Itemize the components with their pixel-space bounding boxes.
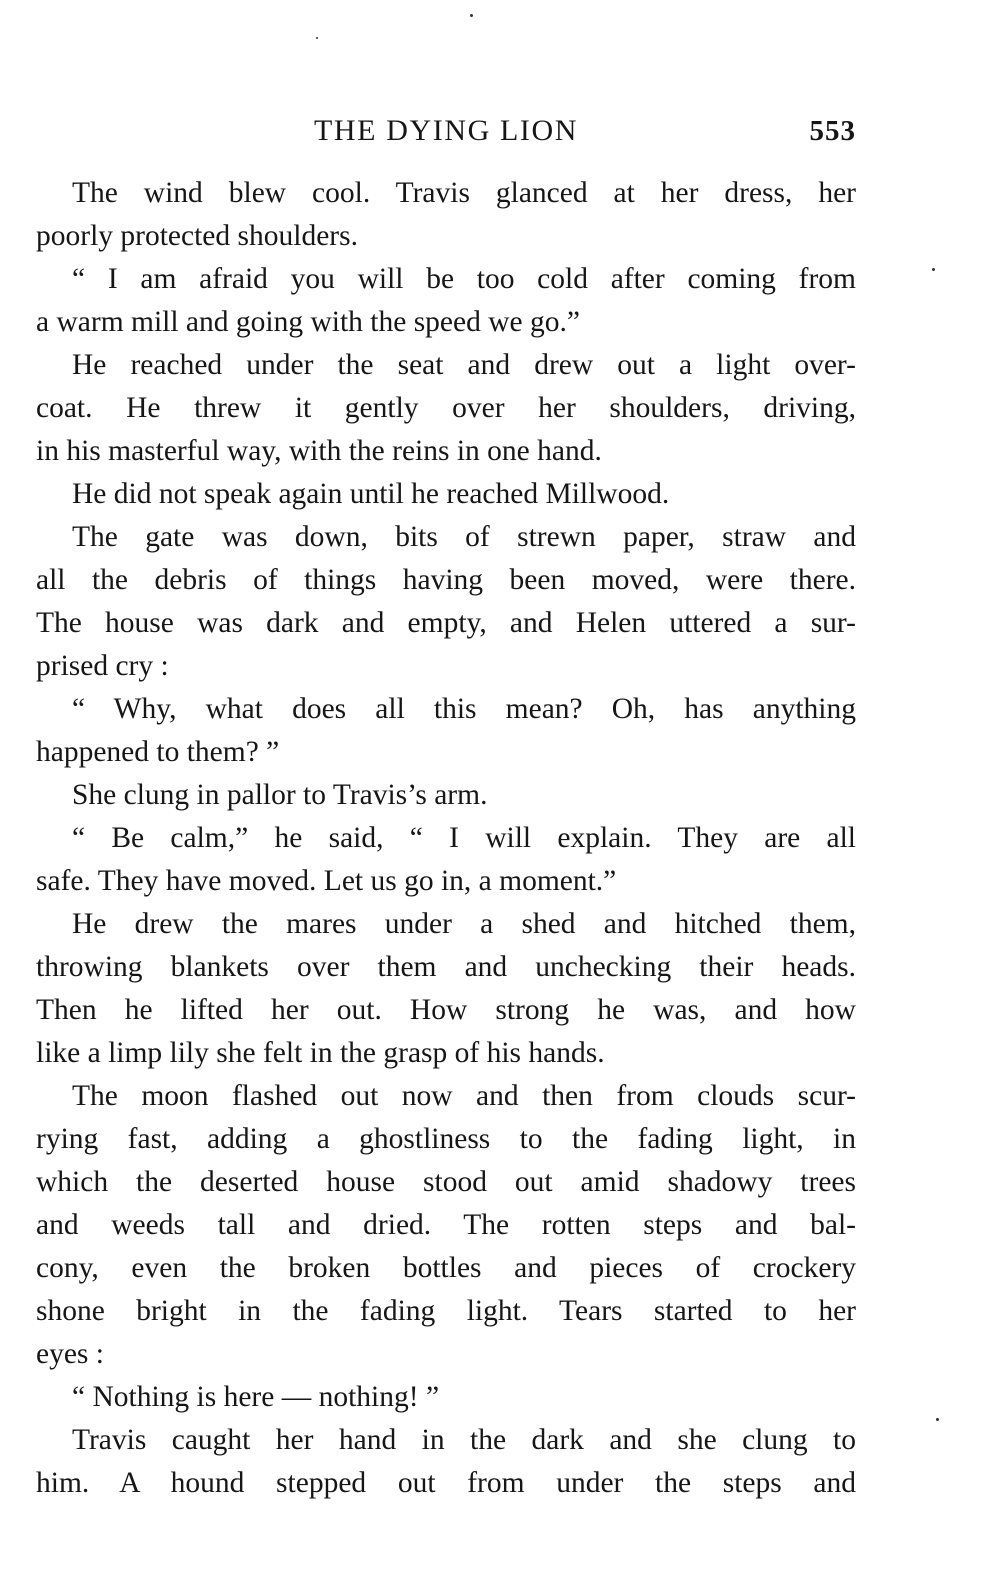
text-line: happened to them? ” — [36, 736, 280, 768]
page-number: 553 — [809, 115, 856, 147]
text-line: and weeds tall and dried. The rotten steps and bal- — [36, 1209, 856, 1241]
text-line: like a limp lily she felt in the grasp of his hands. — [36, 1037, 605, 1069]
text-line: The moon flashed out now and then from clouds scur- — [72, 1080, 856, 1112]
text-line: which the deserted house stood out amid shadowy trees — [36, 1166, 856, 1198]
text-line: eyes : — [36, 1338, 104, 1370]
text-line: “ I am afraid you will be too cold after coming from — [72, 263, 856, 295]
text-line: He did not speak again until he reached Millwood. — [72, 478, 670, 510]
text-line: The gate was down, bits of strewn paper, straw and — [72, 521, 856, 553]
text-line: “ Why, what does all this mean? Oh, has anything — [72, 693, 856, 725]
text-line: prised cry : — [36, 650, 169, 682]
text-line: him. A hound stepped out from under the steps and — [36, 1467, 856, 1499]
text-line: in his masterful way, with the reins in one hand. — [36, 435, 602, 467]
text-line: She clung in pallor to Travis’s arm. — [72, 779, 488, 811]
text-line: a warm mill and going with the speed we go.” — [36, 306, 580, 338]
body-text — [36, 172, 856, 1505]
text-line: coat. He threw it gently over her shoulders, driving, — [36, 392, 856, 424]
text-line: poorly protected shoulders. — [36, 220, 358, 252]
text-line: throwing blankets over them and unchecking their heads. — [36, 951, 856, 983]
text-line: He reached under the seat and drew out a light over- — [72, 349, 856, 381]
print-speck — [936, 1418, 939, 1421]
text-line: The house was dark and empty, and Helen uttered a sur- — [36, 607, 856, 639]
print-speck — [470, 14, 473, 17]
text-line: He drew the mares under a shed and hitched them, — [72, 908, 856, 940]
text-line: The wind blew cool. Travis glanced at her dress, her — [72, 177, 856, 209]
text-line: rying fast, adding a ghostliness to the fading light, in — [36, 1123, 856, 1155]
page-header — [36, 106, 856, 156]
text-line: shone bright in the fading light. Tears started to her — [36, 1295, 856, 1327]
text-line: “ Nothing is here — nothing! ” — [72, 1381, 440, 1413]
running-title: THE DYING LION — [313, 114, 578, 147]
text-line: “ Be calm,” he said, “ I will explain. They are all — [72, 822, 856, 854]
text-line: all the debris of things having been moved, were there. — [36, 564, 856, 596]
text-line: Then he lifted her out. How strong he was, and how — [36, 994, 856, 1026]
text-line: Travis caught her hand in the dark and she clung to — [72, 1424, 856, 1456]
print-speck — [316, 37, 318, 39]
text-line: cony, even the broken bottles and pieces of crockery — [36, 1252, 856, 1284]
text-line: safe. They have moved. Let us go in, a moment.” — [36, 865, 617, 897]
print-speck — [932, 268, 935, 271]
